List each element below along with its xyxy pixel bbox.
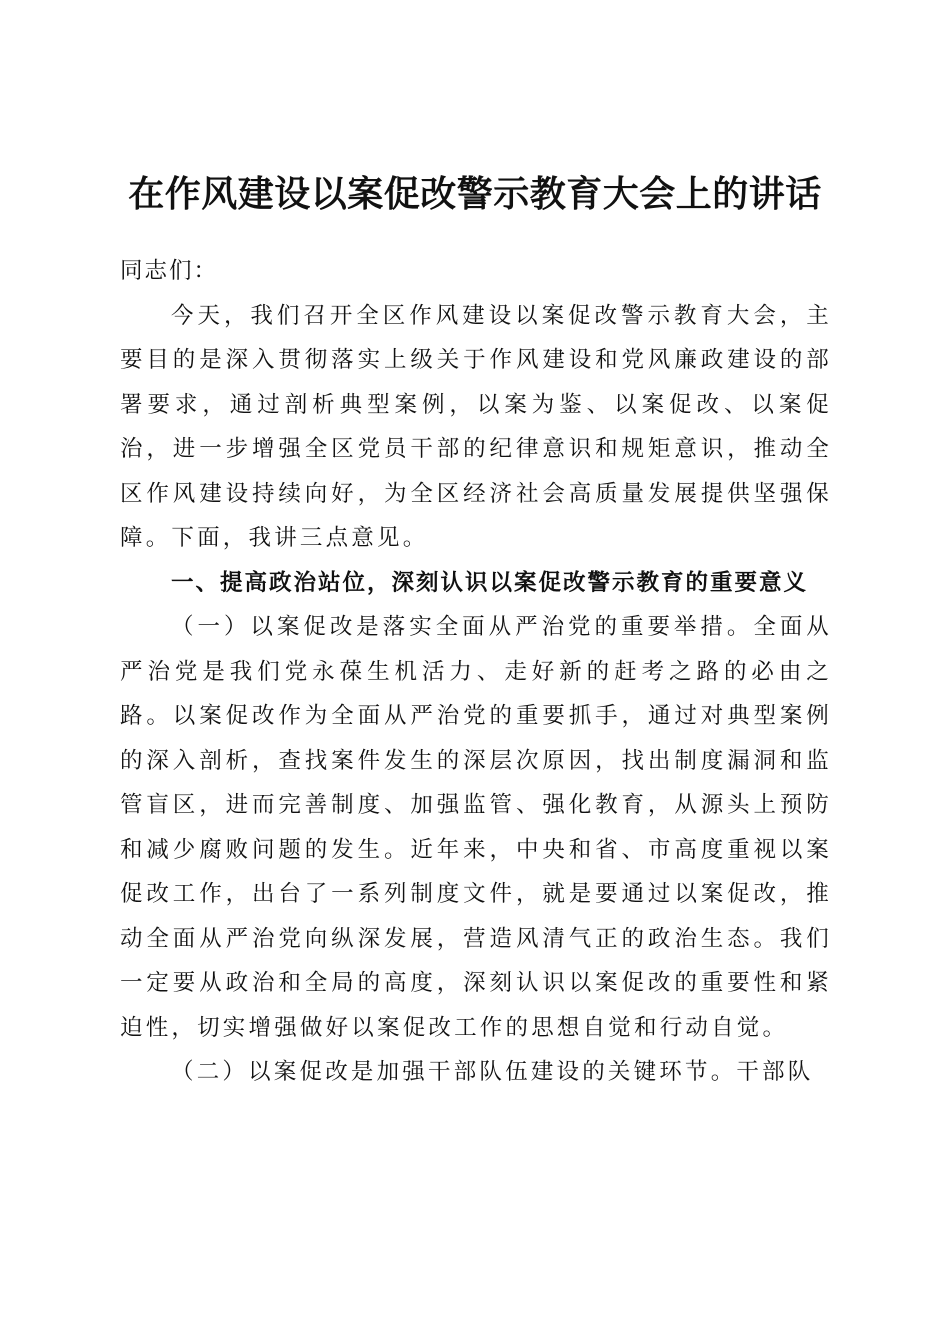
section-1-paragraph-2: （二）以案促改是加强干部队伍建设的关键环节。干部队 <box>171 1059 814 1085</box>
document-title: 在作风建设以案促改警示教育大会上的讲话 <box>128 173 822 215</box>
salutation: 同志们： <box>120 258 219 284</box>
section-1-paragraph-1: （一）以案促改是落实全面从严治党的重要举措。全面从严治党是我们党永葆生机活力、走好新的赶考之路的必由之路。以案促改作为全面从严治党的重要抓手，通过对典型案例的深入剖析，查找案件发生的深层次原因，找出制度漏洞和监管盲区，进而完善制度、加强监管、强化教育，从源头上预防和减少腐败问题的发生。近年来，中央和省、市高度重视以案促改工作，出台了一系列制度文件，就是要通过以案促改，推动全面从严治党向纵深发展，营造风清气正的政治生态。我们一定要从政治和全局的高度，深刻认识以案促改的重要性和紧迫性，切实增强做好以案促改工作的思想自觉和行动自觉。 <box>120 614 832 1041</box>
intro-paragraph: 今天，我们召开全区作风建设以案促改警示教育大会，主要目的是深入贯彻落实上级关于作风建设和党风廉政建设的部署要求，通过剖析典型案例，以案为鉴、以案促改、以案促治，进一步增强全区党员干部的纪律意识和规矩意识，推动全区作风建设持续向好，为全区经济社会高质量发展提供坚强保障。下面，我讲三点意见。 <box>120 302 832 551</box>
document-body <box>120 249 832 1095</box>
section-1-heading: 一、提高政治站位，深刻认识以案促改警示教育的重要意义 <box>171 569 809 596</box>
